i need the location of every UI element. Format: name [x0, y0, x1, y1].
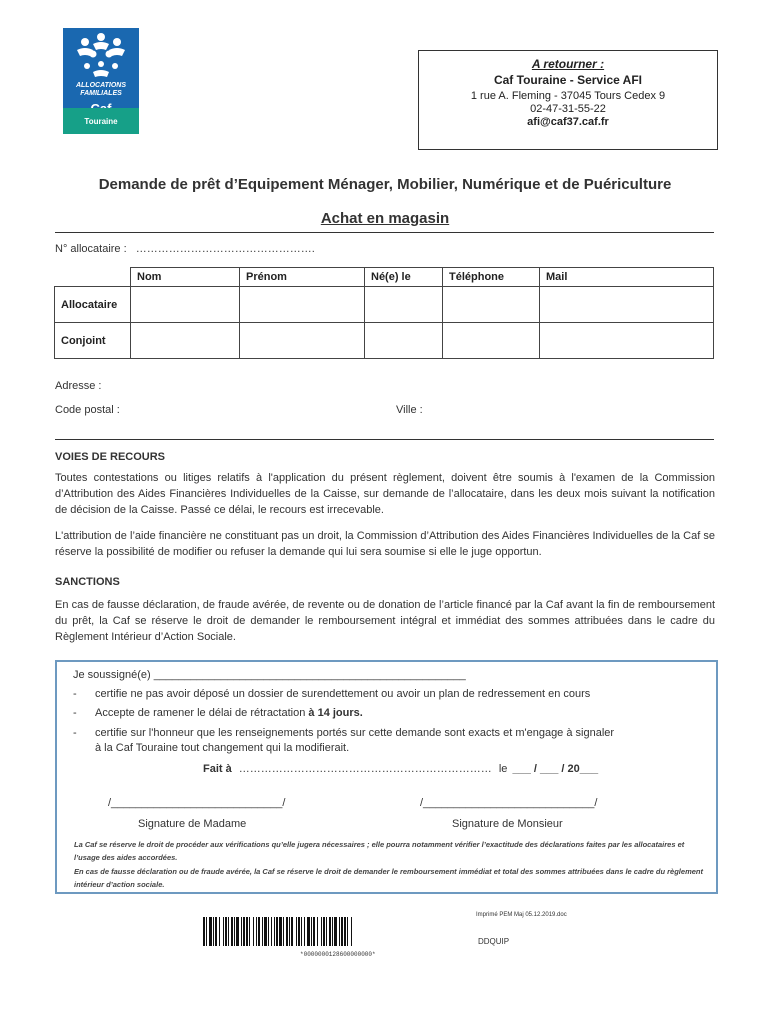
logo-text: ALLOCATIONS FAMILIALES	[75, 82, 127, 97]
return-address: 1 rue A. Fleming - 37045 Tours Cedex 9	[470, 90, 666, 102]
barcode-bar	[209, 917, 212, 946]
allocataire-number-field[interactable]	[55, 243, 315, 255]
barcode-icon	[203, 917, 469, 946]
barcode-bar	[321, 917, 322, 946]
divider	[55, 232, 714, 233]
soussigne-line[interactable]: Je soussigné(e) ___________________________________________________	[73, 669, 466, 681]
cell-conjoint-mail[interactable]	[540, 323, 714, 359]
document-subtitle: Achat en magasin	[320, 210, 450, 227]
ville-label[interactable]: Ville :	[396, 404, 423, 416]
identity-table	[54, 267, 714, 359]
barcode-bar	[279, 917, 282, 946]
recours-paragraph-1: Toutes contestations ou litiges relatifs à l'application du présent règlement, doivent être soumis à l'examen de la Commission d’Attribution des Aides Financières Individuelles de la Caisse, sur demande de l’allocataire, dans les deux mois suivant la notification de décision de la Caisse. Passé ce délai, le recours est irrecevable.	[55, 472, 715, 516]
cell-conjoint-prenom[interactable]	[240, 323, 365, 359]
signature-line-madame[interactable]: /____________________________/	[108, 797, 286, 809]
barcode-bar	[298, 917, 300, 946]
barcode-bar	[231, 917, 233, 946]
barcode-bar	[289, 917, 290, 946]
family-figures-icon	[63, 28, 139, 84]
col-header-naissance: Né(e) le	[365, 268, 443, 287]
barcode-bar	[301, 917, 302, 946]
logo-city: Touraine	[84, 117, 118, 126]
row-label-allocataire: Allocataire	[55, 287, 131, 323]
barcode-bar	[313, 917, 315, 946]
signature-madame-label: Signature de Madame	[138, 818, 247, 830]
barcode-bar	[213, 917, 214, 946]
allocataire-number-label: N° allocataire :	[55, 243, 127, 255]
cell-conjoint-telephone[interactable]	[443, 323, 540, 359]
return-email: afi@caf37.caf.fr	[527, 116, 609, 128]
barcode-bar	[341, 917, 343, 946]
declaration-item-text: certifie sur l'honneur que les renseignements portés sur cette demande sont exacts et m'engage à signaler	[95, 727, 615, 739]
barcode-bar	[304, 917, 305, 946]
declaration-item-bold: à 14 jours.	[308, 707, 363, 719]
return-org: Caf Touraine - Service AFI	[493, 73, 643, 87]
barcode-bar	[332, 917, 333, 946]
barcode-bar	[326, 917, 327, 946]
cell-allocataire-naissance[interactable]	[365, 287, 443, 323]
barcode-text: *0000000128600000000*	[300, 951, 376, 958]
barcode-bar	[215, 917, 217, 946]
barcode-bar	[264, 917, 267, 946]
declaration-item	[73, 707, 363, 719]
col-header-telephone: Téléphone	[443, 268, 540, 287]
code-postal-label[interactable]: Code postal :	[55, 404, 120, 416]
barcode-bar	[249, 917, 250, 946]
fait-a-line[interactable]	[203, 763, 598, 775]
declaration-item-text: Accepte de ramener le délai de rétractation	[95, 707, 309, 719]
barcode-bar	[203, 917, 205, 946]
allocataire-number-value: ………………………………………….	[135, 243, 315, 255]
barcode-bar	[286, 917, 288, 946]
col-header-prenom: Prénom	[240, 268, 365, 287]
declaration-item	[73, 688, 590, 700]
bullet-dash: -	[73, 727, 77, 739]
caf-logo	[63, 28, 139, 134]
col-header-nom: Nom	[131, 268, 240, 287]
barcode-bar	[323, 917, 325, 946]
document-code: DDQUIP	[478, 937, 510, 946]
barcode-bar	[274, 917, 275, 946]
barcode-bar	[256, 917, 257, 946]
date-field: ___ / ___ / 20___	[512, 763, 599, 775]
print-reference: Imprimé PEM Maj 05.12.2019.doc	[476, 912, 567, 918]
document-title: Demande de prêt d’Equipement Ménager, Mobilier, Numérique et de Puériculture	[98, 176, 672, 193]
sanctions-paragraph: En cas de fausse déclaration, de fraude avérée, de revente ou de donation de l’article financé par la Caf avant la fin de remboursement du prêt, la Caf se réserve le droit de demander le remboursement intégral et immédiat des sommes attribuées dans le cadre du Règlement Intérieur d’Action Sociale.	[55, 599, 715, 643]
barcode-bar	[307, 917, 310, 946]
return-heading: A retourner :	[531, 57, 605, 71]
barcode-bar	[351, 917, 352, 946]
cell-conjoint-naissance[interactable]	[365, 323, 443, 359]
barcode-bar	[243, 917, 245, 946]
return-address-box	[418, 50, 718, 150]
adresse-label[interactable]: Adresse :	[55, 380, 102, 392]
barcode-bar	[317, 917, 318, 946]
recours-title: VOIES DE RECOURS	[55, 451, 166, 463]
barcode-bar	[253, 917, 254, 946]
barcode-bar	[234, 917, 235, 946]
barcode-bar	[219, 917, 220, 946]
cell-conjoint-nom[interactable]	[131, 323, 240, 359]
recours-paragraph-2: L'attribution de l’aide financière ne constituant pas un droit, la Commission d’Attribution des Aides Financières Individuelles de la Caf se réserve la possibilité de modifier ou refuser la demande qui lui sera soumise si elle le juge opportun.	[55, 530, 715, 558]
cell-allocataire-nom[interactable]	[131, 287, 240, 323]
barcode-bar	[311, 917, 312, 946]
barcode-bar	[296, 917, 297, 946]
barcode-bar	[246, 917, 248, 946]
table-header-row	[55, 268, 714, 287]
table-corner	[55, 268, 131, 287]
return-phone: 02-47-31-55-22	[530, 103, 606, 115]
col-header-mail: Mail	[540, 268, 714, 287]
barcode-bar	[347, 917, 348, 946]
table-row	[55, 287, 714, 323]
fait-a-label: Fait à	[203, 763, 232, 775]
barcode-bar	[225, 917, 227, 946]
barcode-bar	[223, 917, 224, 946]
row-label-conjoint: Conjoint	[55, 323, 131, 359]
barcode-bar	[236, 917, 239, 946]
declaration-item	[73, 727, 614, 739]
barcode-bar	[262, 917, 263, 946]
table-row	[55, 323, 714, 359]
barcode-bar	[276, 917, 278, 946]
barcode-bar	[271, 917, 272, 946]
fine-print-fraude: En cas de fausse déclaration ou de fraude avérée, la Caf se réserve le droit de demander le remboursement immédiat et total des sommes attribuées dans le cadre du règlement intérieur d’action sociale.	[74, 867, 703, 889]
barcode-bar	[258, 917, 260, 946]
signature-line-monsieur[interactable]: /____________________________/	[420, 797, 598, 809]
barcode-bar	[228, 917, 229, 946]
barcode-bar	[291, 917, 293, 946]
barcode-bar	[339, 917, 340, 946]
barcode-bar	[206, 917, 207, 946]
cell-allocataire-mail[interactable]	[540, 287, 714, 323]
barcode-bar	[344, 917, 346, 946]
bullet-dash: -	[73, 688, 77, 700]
cell-allocataire-prenom[interactable]	[240, 287, 365, 323]
barcode-bar	[329, 917, 331, 946]
declaration-item-continuation: à la Caf Touraine tout changement qui la modifierait.	[95, 742, 350, 754]
fine-print-verifications: La Caf se réserve le droit de procéder aux vérifications qu’elle jugera nécessaires ; elle pourra notamment vérifier l’exactitude des déclarations faites par les allocataires et l’usage des aides accordées.	[74, 840, 685, 862]
sanctions-title: SANCTIONS	[55, 576, 120, 588]
bullet-dash: -	[73, 707, 77, 719]
signature-monsieur-label: Signature de Monsieur	[452, 818, 563, 830]
declaration-item-text: certifie ne pas avoir déposé un dossier de surendettement ou avoir un plan de redressement en cours	[95, 688, 591, 700]
le-label: le	[498, 763, 508, 775]
barcode-bar	[241, 917, 242, 946]
cell-allocataire-telephone[interactable]	[443, 287, 540, 323]
barcode-bar	[334, 917, 337, 946]
barcode-bar	[283, 917, 284, 946]
fait-a-dots: ……………………………………………………………	[238, 763, 492, 775]
divider	[55, 439, 714, 440]
barcode-bar	[268, 917, 269, 946]
